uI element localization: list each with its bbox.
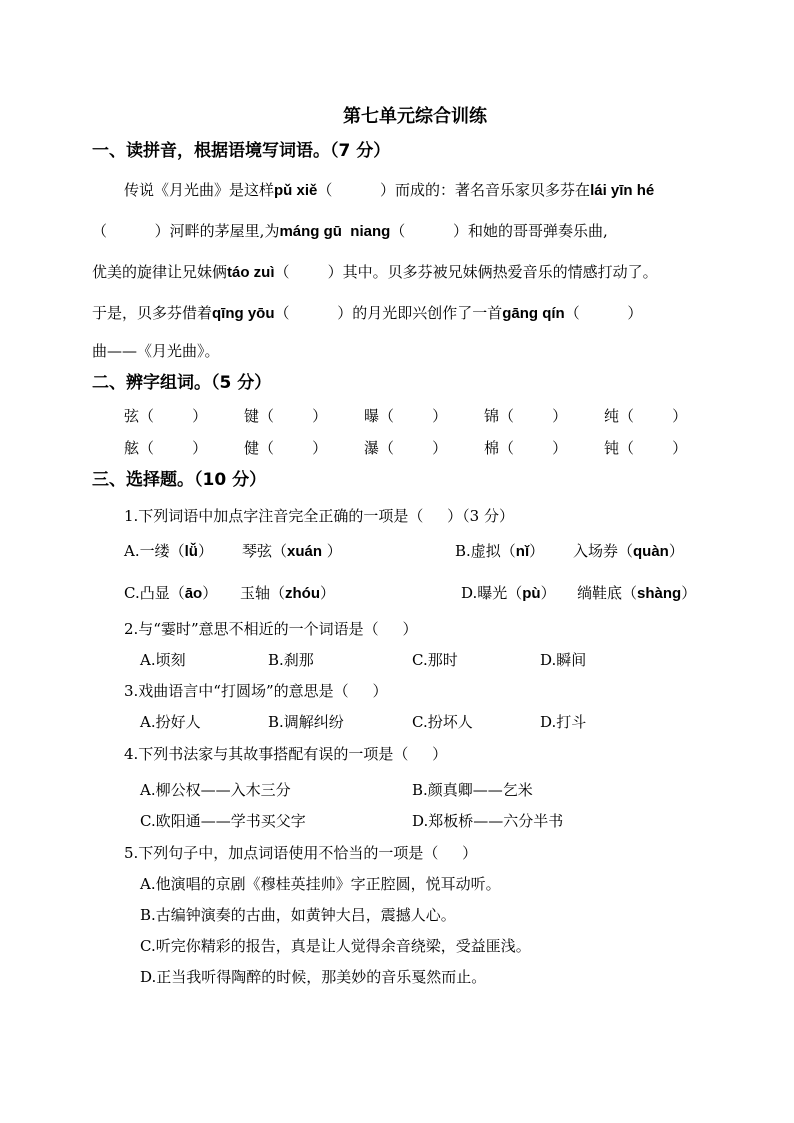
text: 优美的旋律让兄妹俩 [92,263,228,281]
pinyin: shàng [637,585,682,602]
q3-option: D.打斗 [540,713,587,731]
q1-option-b2 [573,541,684,562]
pinyin: nǐ [515,543,530,560]
q1-option-a2 [242,541,342,562]
text: （ ）而成的：著名音乐家贝多芬在 [317,181,591,199]
text: ） [681,584,697,602]
section-2-heading: 二、辨字组词。（5 分） [92,373,272,393]
page-title: 第七单元综合训练 [343,106,487,127]
text: ） [202,584,218,602]
q1-option-d2 [577,583,696,604]
text: ） [529,542,545,560]
q2-option: A.顷刻 [140,651,186,669]
q3-option: C.扮坏人 [412,713,473,731]
section-1-heading: 一、读拼音，根据语境写词语。（7 分） [92,141,391,161]
text: 绱鞋底（ [577,584,638,602]
pinyin: lǚ [184,543,198,560]
q4-option: B.颜真卿——乞米 [412,781,533,799]
pinyin: pǔ xiě [274,182,318,199]
pinyin: zhóu [285,585,321,602]
q1-option-c1 [124,583,217,604]
text: ） [197,542,213,560]
pinyin: qīng yōu [212,305,275,322]
s2-item: 纯（ ） [604,407,688,425]
pinyin: pù [522,585,541,602]
s2-item: 棉（ ） [484,439,568,457]
q3-option: B.调解纠纷 [268,713,344,731]
text: 于是，贝多芬借着 [92,304,213,322]
text: ） [668,542,684,560]
pinyin: gāng qín [502,305,565,322]
question-3: 3.戏曲语言中“打圆场”的意思是（ ） [124,682,388,700]
text: ） [540,584,556,602]
q5-option: C.听完你精彩的报告，真是让人觉得余音绕梁，受益匪浅。 [140,937,531,955]
s2-item: 瀑（ ） [364,439,448,457]
s2-item: 曝（ ） [364,407,448,425]
pinyin: lái yīn hé [590,182,655,199]
pinyin: máng gū niang [279,223,391,240]
s2-item: 钝（ ） [604,439,688,457]
s2-item: 锦（ ） [484,407,568,425]
text: 入场券（ [573,542,634,560]
s1-line-4 [92,303,642,324]
s1-line-3 [92,262,658,283]
q1-option-c2 [240,583,335,604]
text: ） [322,542,342,560]
pinyin: āo [184,585,203,602]
text: 琴弦（ [242,542,288,560]
text: A.一缕（ [124,542,185,560]
q2-option: D.瞬间 [540,651,587,669]
s1-line-2 [92,221,608,242]
section-3-heading: 三、选择题。（10 分） [92,470,267,490]
s2-item: 键（ ） [244,407,328,425]
text: B.虚拟（ [455,542,516,560]
s2-item: 弦（ ） [124,407,208,425]
text: （ ） [564,304,643,322]
s2-item: 健（ ） [244,439,328,457]
text: D.曝光（ [461,584,523,602]
text: 传说《月光曲》是这样 [124,181,275,199]
q4-option: A.柳公权——入木三分 [140,781,291,799]
question-2: 2.与“霎时”意思不相近的一个词语是（ ） [124,620,418,638]
text: （ ）和她的哥哥弹奏乐曲, [390,222,608,240]
pinyin: táo zuì [227,264,275,281]
text: （ ）其中。贝多芬被兄妹俩热爱音乐的情感打动了。 [274,263,658,281]
text: （ ）河畔的茅屋里,为 [92,222,280,240]
q5-option: D.正当我听得陶醉的时候，那美妙的音乐戛然而止。 [140,968,487,986]
q5-option: B.古编钟演奏的古曲，如黄钟大吕，震撼人心。 [140,906,456,924]
q1-option-b1 [455,541,544,562]
q3-option: A.扮好人 [140,713,201,731]
question-4: 4.下列书法家与其故事搭配有误的一项是（ ） [124,745,448,763]
q1-option-d1 [461,583,556,604]
s1-line-1 [124,180,654,201]
q4-option: C.欧阳通——学书买父字 [140,812,306,830]
s2-item: 舷（ ） [124,439,208,457]
pinyin: xuán [287,543,323,560]
q5-option: A.他演唱的京剧《穆桂英挂帅》字正腔圆，悦耳动听。 [140,875,501,893]
text: 玉轴（ [240,584,286,602]
question-1: 1.下列词语中加点字注音完全正确的一项是（ ）（3 分） [124,507,514,525]
text: （ ）的月光即兴创作了一首 [274,304,503,322]
q2-option: C.那时 [412,651,458,669]
text: ） [320,584,336,602]
q2-option: B.刹那 [268,651,314,669]
question-5: 5.下列句子中，加点词语使用不恰当的一项是（ ） [124,844,478,862]
text: C.凸显（ [124,584,185,602]
pinyin: quàn [633,543,669,560]
q4-option: D.郑板桥——六分半书 [412,812,564,830]
q1-option-a1 [124,541,213,562]
s1-line-5: 曲——《月光曲》。 [92,342,220,360]
